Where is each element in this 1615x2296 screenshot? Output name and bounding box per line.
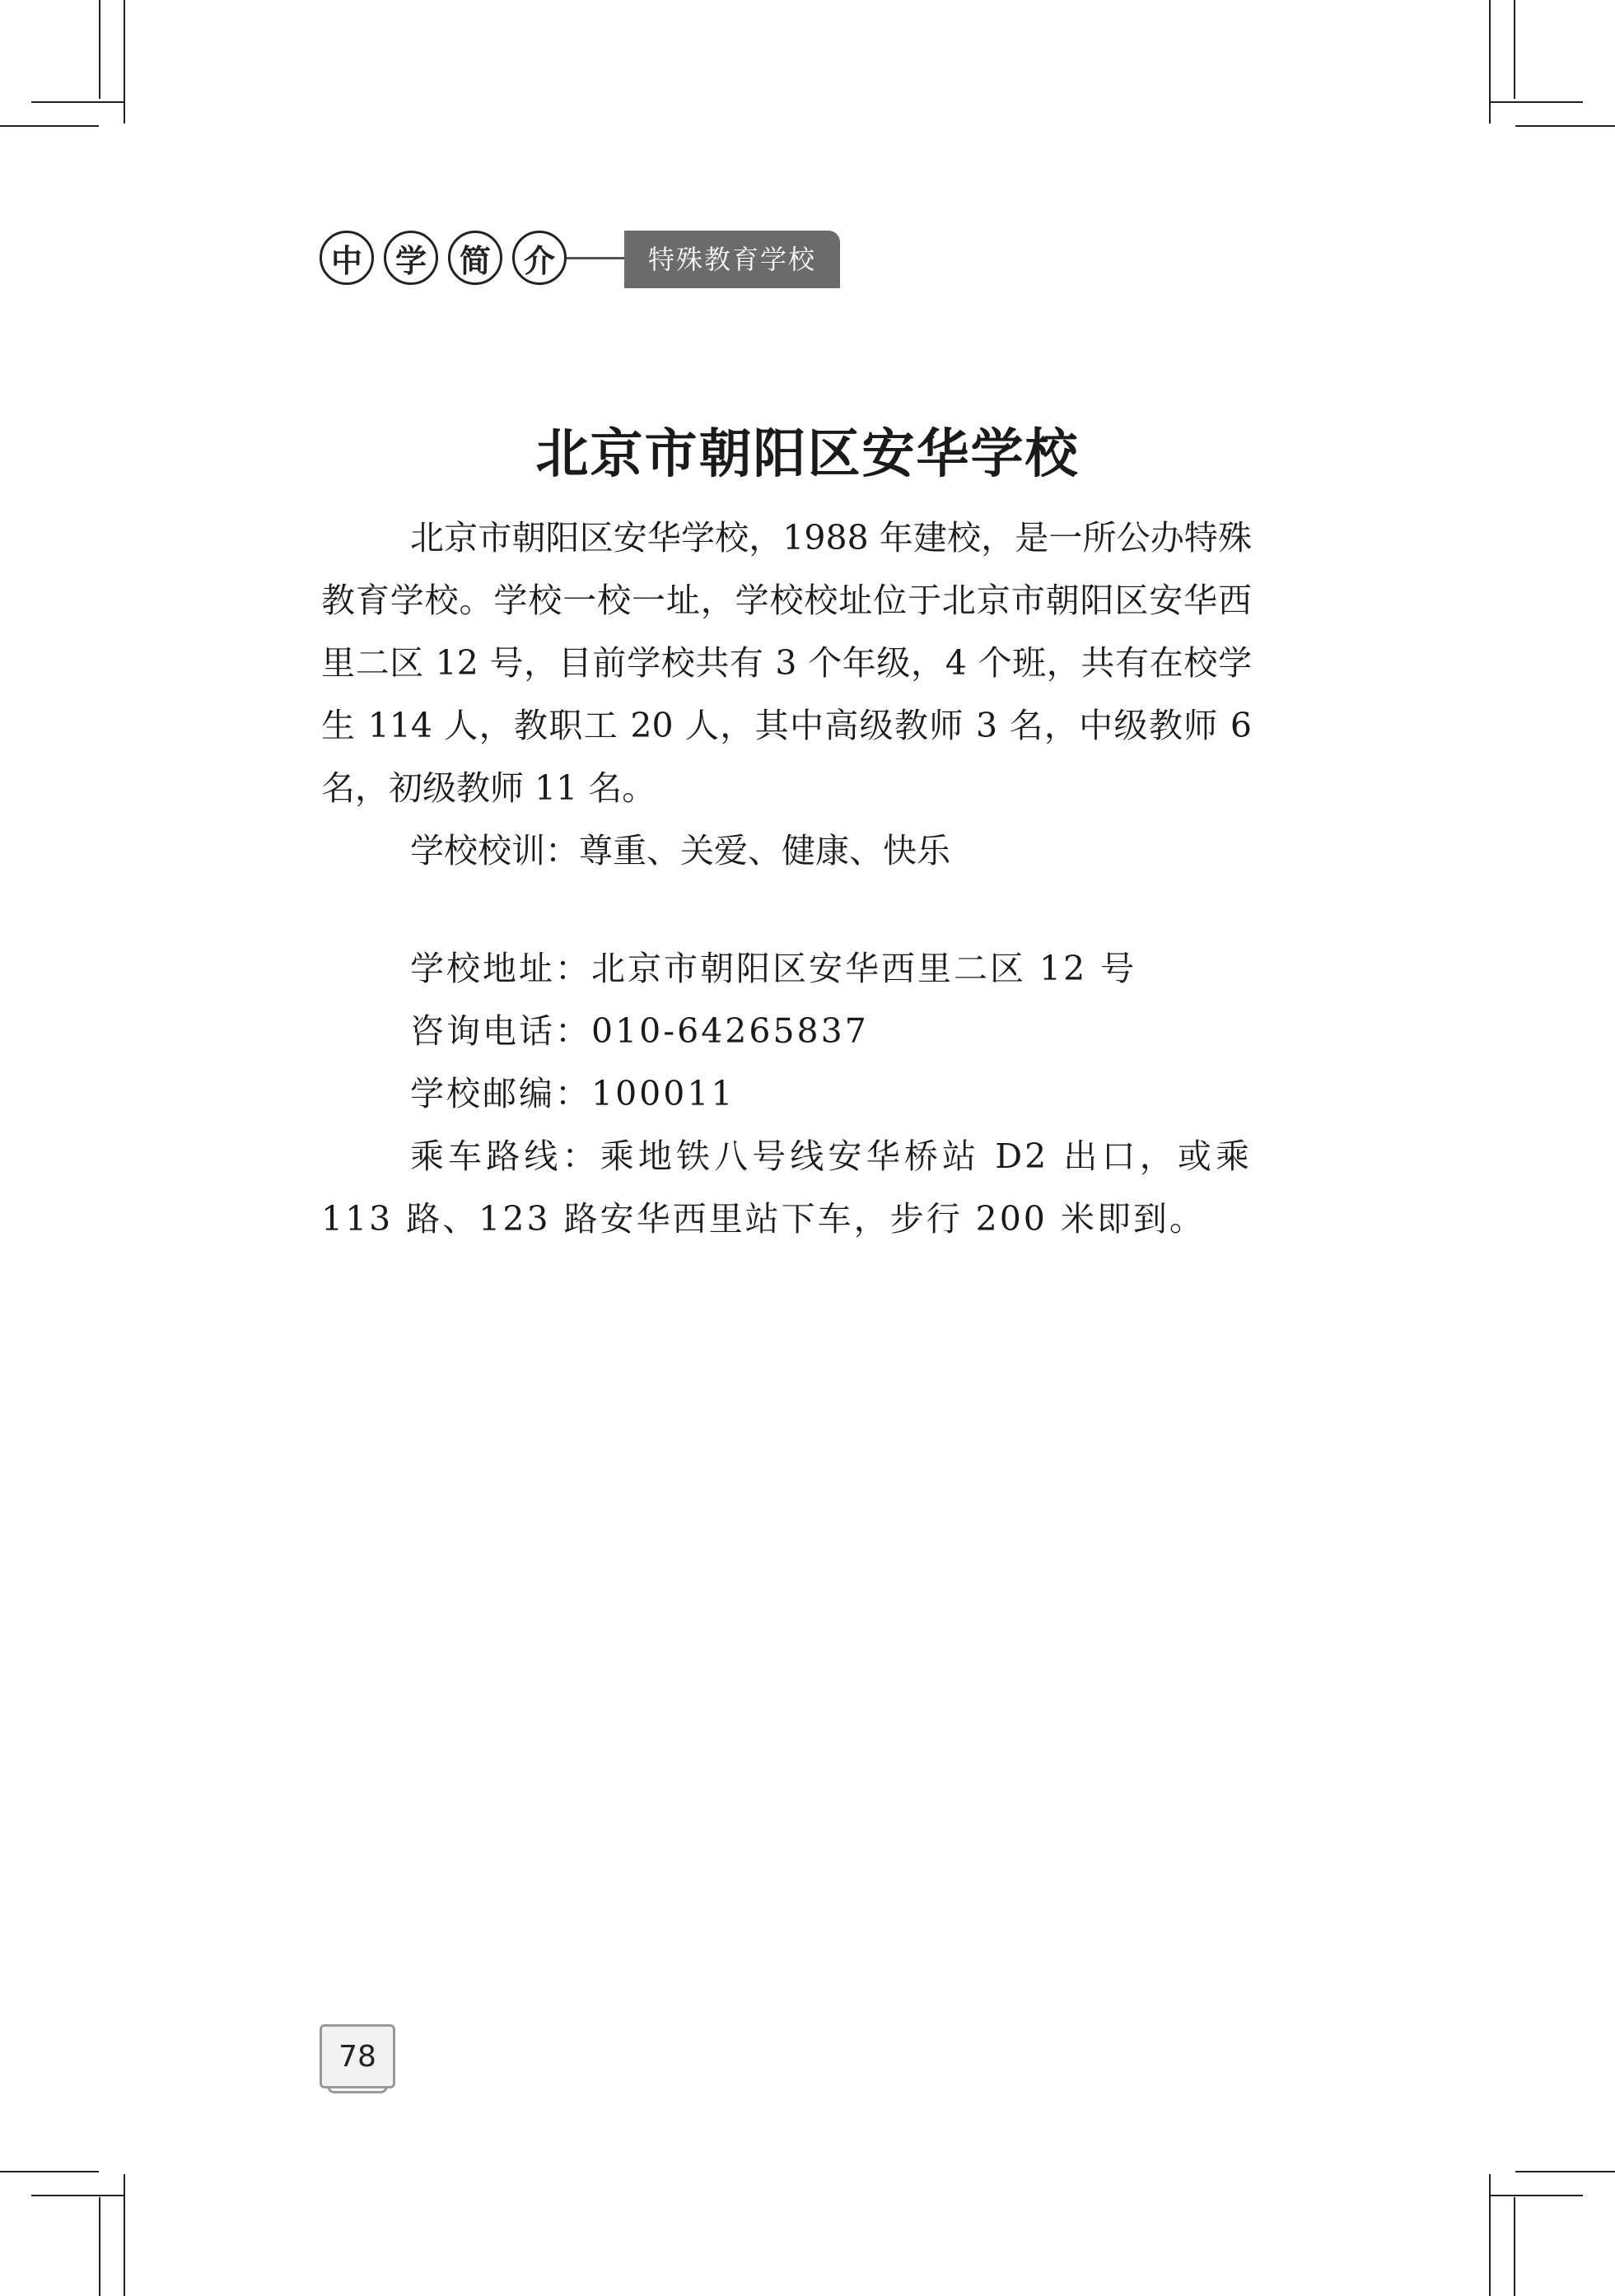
phone-line: 咨询电话：010-64265837 <box>410 1011 869 1051</box>
crop-mark <box>124 0 125 124</box>
intro-paragraph: 北京市朝阳区安华学校，1988 年建校，是一所公办特殊教育学校。学校一校一址，学校校址位于北京市朝阳区安华西里二区 12 号，目前学校共有 3 个年级，4 个班，共有在校学生 114 人，教职工 20 人，其中高级教师 3 名，中级教师 6 名，初级教师 11 名。 <box>321 518 1252 808</box>
crop-mark <box>1489 2174 1491 2296</box>
route-line: 乘车路线：乘地铁八号线安华桥站 D2 出口，或乘 113 路、123 路安华西里站下车，步行 200 米即到。 <box>321 1136 1252 1239</box>
header-connector-line <box>567 257 626 259</box>
crop-mark <box>1515 2171 1615 2172</box>
crop-mark <box>1491 101 1583 103</box>
address-line: 学校地址：北京市朝阳区安华西里二区 12 号 <box>410 949 1137 988</box>
header-circle-char: 中 <box>320 231 374 285</box>
crop-mark <box>1514 0 1515 99</box>
postcode-line: 学校邮编：100011 <box>410 1074 735 1113</box>
crop-mark <box>99 0 100 99</box>
motto-paragraph: 学校校训：尊重、关爱、健康、快乐 <box>410 831 950 870</box>
contact-info <box>321 937 1252 1250</box>
section-header <box>320 231 847 295</box>
crop-mark <box>0 2171 99 2172</box>
section-tag: 特殊教育学校 <box>624 231 840 288</box>
page-number: 78 <box>338 2039 376 2074</box>
page-title: 北京市朝阳区安华学校 <box>535 424 1080 485</box>
crop-mark <box>31 2195 124 2196</box>
crop-mark <box>124 2174 125 2296</box>
crop-mark <box>1514 2197 1515 2296</box>
header-circle-char: 学 <box>384 231 438 285</box>
crop-mark <box>0 125 99 127</box>
crop-mark <box>1491 2195 1583 2196</box>
crop-mark <box>99 2197 100 2296</box>
crop-mark <box>1489 0 1491 124</box>
header-circle-char: 简 <box>448 231 502 285</box>
school-description <box>321 506 1252 882</box>
page-number-badge <box>320 2024 395 2088</box>
crop-mark <box>1515 125 1615 127</box>
header-circle-char: 介 <box>512 231 567 285</box>
crop-mark <box>31 101 124 103</box>
